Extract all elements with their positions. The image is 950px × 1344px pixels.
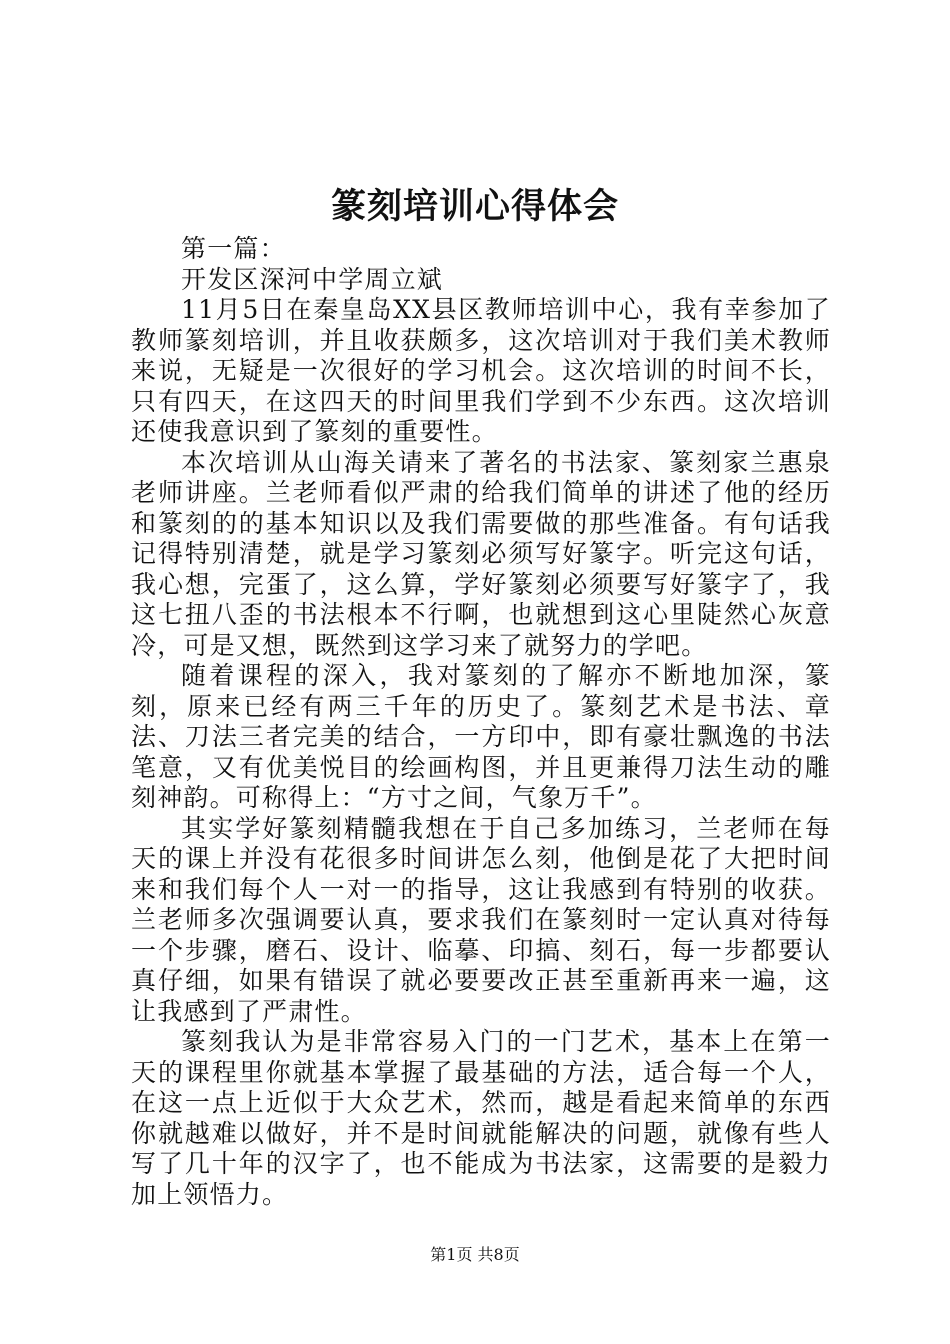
author-line: 开发区深河中学周立斌 [181,264,444,294]
document-title: 篆刻培训心得体会 [330,186,619,227]
section-heading: 第一篇： [181,234,286,263]
body-paragraph: 本次培训从山海关请来了著名的书法家、篆刻家兰惠泉老师讲座。兰老师看似严肃的给我们简单的讲述了他的经历和篆刻的的基本知识以及我们需要做的那些准备。有句话我记得特别清楚，就是学习篆刻必须写好篆字。听完这句话，我心想，完蛋了，这么算，学好篆刻必须要写好篆字了，我这七扭八歪的书法根本不行啊，也就想到这心里陡然心灰意冷，可是又想，既然到这学习来了就努力的学吧。 [131,447,831,660]
document-body [131,234,831,1210]
body-paragraph: 篆刻我认为是非常容易入门的一门艺术，基本上在第一天的课程里你就基本掌握了最基础的方法，适合每一个人，在这一点上近似于大众艺术，然而，越是看起来简单的东西你就越难以做好，并不是时间就能解决的问题，就像有些人写了几十年的汉字了，也不能成为书法家，这需要的是毅力加上领悟力。 [131,1027,831,1209]
body-paragraph: 随着课程的深入，我对篆刻的了解亦不断地加深，篆刻，原来已经有两三千年的历史了。篆刻艺术是书法、章法、刀法三者完美的结合，一方印中，即有豪壮飘逸的书法笔意，又有优美悦目的绘画构图，并且更兼得刀法生动的雕刻神韵。可称得上：“方寸之间，气象万千”。 [131,661,831,812]
body-paragraph: 11月5日在秦皇岛XX县区教师培训中心，我有幸参加了教师篆刻培训，并且收获颇多，这次培训对于我们美术教师来说，无疑是一次很好的学习机会。这次培训的时间不长，只有四天，在这四天的时间里我们学到不少东西。这次培训还使我意识到了篆刻的重要性。 [131,295,831,446]
page-footer: 第1页 共8页 [430,1245,520,1264]
body-paragraph: 其实学好篆刻精髓我想在于自己多加练习，兰老师在每天的课上并没有花很多时间讲怎么刻，他倒是花了大把时间来和我们每个人一对一的指导，这让我感到有特别的收获。兰老师多次强调要认真，要求我们在篆刻时一定认真对待每一个步骤，磨石、设计、临摹、印搞、刻石，每一步都要认真仔细，如果有错误了就必要要改正甚至重新再来一遍，这让我感到了严肃性。 [131,813,831,1026]
